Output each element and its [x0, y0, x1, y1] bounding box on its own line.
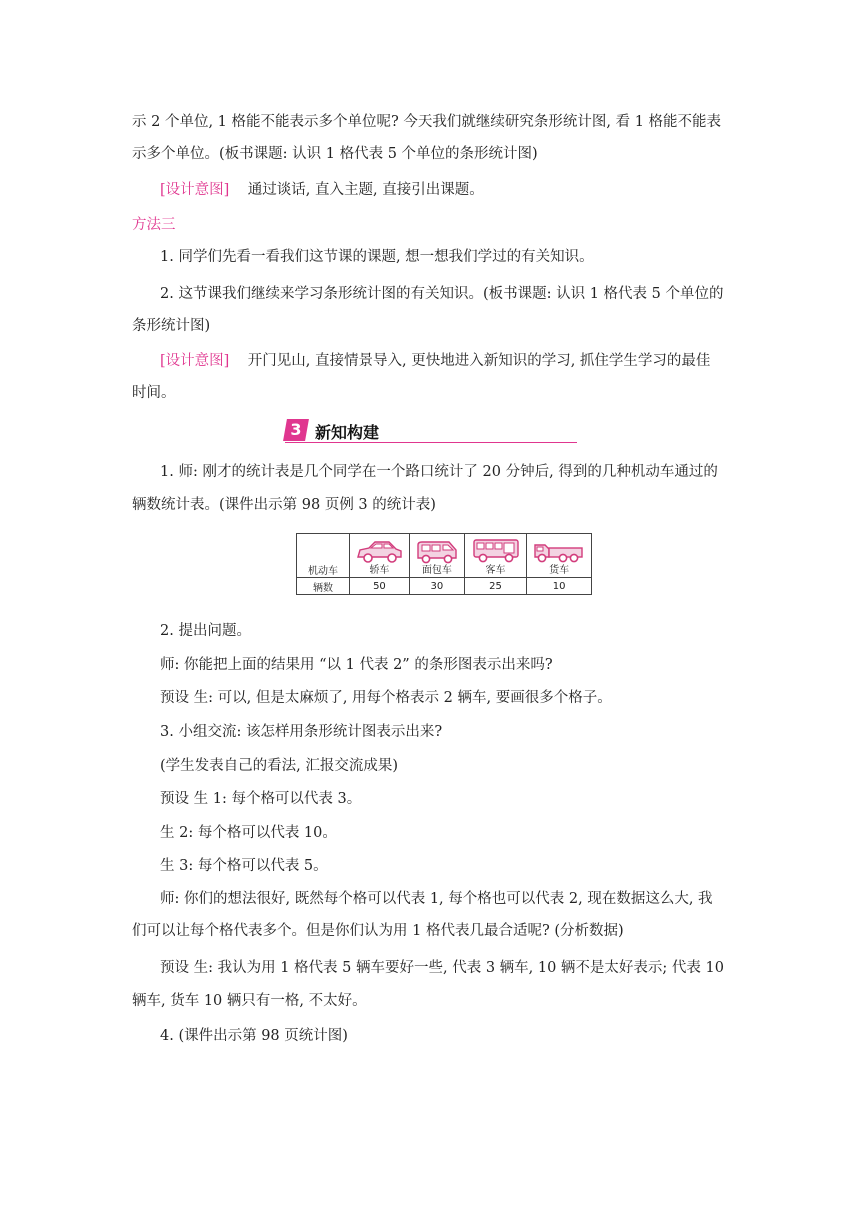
- car-icon: [355, 539, 403, 565]
- vehicle-label: 客车: [485, 565, 506, 576]
- truck-icon: [533, 537, 585, 565]
- paragraph-line: 预设 生: 可以, 但是太麻烦了, 用每个格表示 2 辆车, 要画很多个格子。: [160, 690, 612, 706]
- section-number-badge: 3: [283, 419, 309, 441]
- paragraph-line: 2. 这节课我们继续来学习条形统计图的有关知识。(板书课题: 认识 1 格代表 5 个单位的: [160, 286, 724, 302]
- design-intent-text: 通过谈话, 直入主题, 直接引出课题。: [247, 182, 484, 198]
- section-banner: [285, 419, 577, 445]
- van-icon: [415, 539, 459, 565]
- design-intent-tag: [设计意图]: [160, 182, 230, 198]
- vehicle-label: 面包车: [421, 565, 452, 576]
- vehicle-count: 10: [527, 578, 592, 595]
- method-heading: 方法三: [132, 217, 176, 233]
- paragraph-line: 预设 生 1: 每个格可以代表 3。: [160, 791, 362, 807]
- vehicle-cell: [409, 534, 464, 578]
- table-header-vehicle: 机动车: [297, 534, 350, 578]
- vehicle-cell: [350, 534, 410, 578]
- paragraph-line: 生 3: 每个格可以代表 5。: [160, 858, 328, 874]
- bus-icon: [471, 537, 521, 565]
- design-intent: [160, 180, 760, 200]
- paragraph-line: 示多个单位。(板书课题: 认识 1 格代表 5 个单位的条形统计图): [132, 146, 538, 162]
- paragraph-line: 辆车, 货车 10 辆只有一格, 不太好。: [132, 993, 367, 1009]
- vehicle-label: 轿车: [369, 565, 390, 576]
- vehicle-cell: [464, 534, 526, 578]
- paragraph-line: 预设 生: 我认为用 1 格代表 5 辆车要好一些, 代表 3 辆车, 10 辆不是太好表示; 代表 10: [160, 960, 724, 976]
- paragraph-line: 条形统计图): [132, 318, 211, 334]
- paragraph-line: 师: 你能把上面的结果用 “以 1 代表 2” 的条形图表示出来吗?: [160, 657, 553, 673]
- paragraph-line: 示 2 个单位, 1 格能不能表示多个单位呢? 今天我们就继续研究条形统计图, 看 1 格能不能表: [132, 114, 722, 130]
- paragraph-line: 时间。: [132, 385, 176, 401]
- paragraph-line: (学生发表自己的看法, 汇报交流成果): [160, 758, 399, 774]
- section-underline: [285, 442, 577, 443]
- paragraph-line: 1. 同学们先看一看我们这节课的课题, 想一想我们学过的有关知识。: [160, 249, 594, 265]
- design-intent-text: 开门见山, 直接情景导入, 更快地进入新知识的学习, 抓住学生学习的最佳: [247, 353, 711, 369]
- vehicle-count-table: [296, 533, 592, 595]
- paragraph-line: 辆数统计表。(课件出示第 98 页例 3 的统计表): [132, 497, 436, 513]
- paragraph-line: 师: 你们的想法很好, 既然每个格可以代表 1, 每个格也可以代表 2, 现在数据这么大, 我: [160, 891, 713, 907]
- design-intent-tag: [设计意图]: [160, 353, 230, 369]
- design-intent: [160, 351, 760, 371]
- paragraph-line: 4. (课件出示第 98 页统计图): [160, 1028, 348, 1044]
- paragraph-line: 2. 提出问题。: [160, 623, 251, 639]
- vehicle-label: 货车: [549, 565, 570, 576]
- paragraph-line: 们可以让每个格代表多个。但是你们认为用 1 格代表几最合适呢? (分析数据): [132, 923, 624, 939]
- paragraph-line: 3. 小组交流: 该怎样用条形统计图表示出来?: [160, 724, 443, 740]
- table-header-count: 辆数: [297, 578, 350, 595]
- vehicle-count: 50: [350, 578, 410, 595]
- vehicle-cell: [527, 534, 592, 578]
- paragraph-line: 生 2: 每个格可以代表 10。: [160, 825, 337, 841]
- section-title: 新知构建: [315, 423, 380, 442]
- vehicle-count: 25: [464, 578, 526, 595]
- vehicle-count: 30: [409, 578, 464, 595]
- paragraph-line: 1. 师: 刚才的统计表是几个同学在一个路口统计了 20 分钟后, 得到的几种机动车通过的: [160, 464, 718, 480]
